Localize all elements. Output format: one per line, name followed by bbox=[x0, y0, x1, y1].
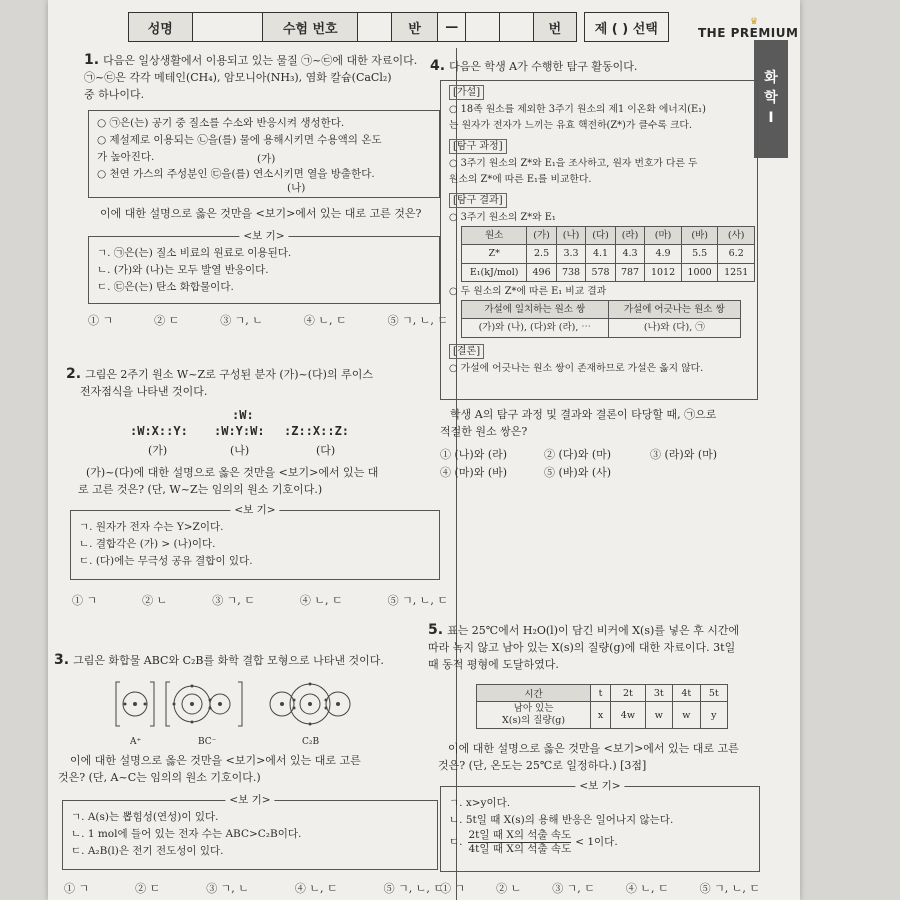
bogi-item: ㄷ. ㉢은(는) 탄소 화합물이다. bbox=[97, 281, 234, 293]
stem-line: 그림은 화합물 ABC와 C₂B를 화학 결합 모형으로 나타낸 것이다. bbox=[73, 654, 384, 667]
compare-table bbox=[461, 300, 741, 338]
question-3-stem bbox=[54, 652, 450, 669]
choice-1[interactable]: ① ㄱ bbox=[64, 882, 90, 895]
question-number: 3. bbox=[54, 652, 70, 668]
reaction-label-na: (나) bbox=[287, 182, 306, 194]
choice-3[interactable]: ③ ㄱ, ㄷ bbox=[212, 594, 255, 607]
reaction-label-ga: (가) bbox=[257, 153, 276, 165]
table-cell: (가)와 (나), (다)와 (라), ⋯ bbox=[462, 319, 609, 338]
result-subtitle: ○ 3주기 원소의 Z*와 E₁ bbox=[449, 212, 556, 223]
table-cell: 2.5 bbox=[527, 245, 556, 264]
question-5-stem bbox=[428, 622, 768, 673]
table-cell: 4.9 bbox=[645, 245, 682, 264]
hypothesis-label: [가설] bbox=[449, 85, 484, 100]
bogi-item: ㄱ. ㉠은(는) 질소 비료의 원료로 이용된다. bbox=[97, 247, 292, 259]
stem-line: 중 하나이다. bbox=[84, 88, 145, 101]
bogi-item: ㄴ. 결합각은 (가) > (나)이다. bbox=[79, 538, 216, 550]
table-cell: y bbox=[700, 702, 727, 729]
table-row bbox=[477, 702, 728, 729]
table-header: 5t bbox=[700, 685, 727, 702]
choice-4[interactable]: ④ (마)와 (바) bbox=[440, 466, 508, 479]
bogi-item-fraction bbox=[449, 829, 751, 856]
question-number: 4. bbox=[430, 58, 446, 74]
table-header: 2t bbox=[611, 685, 645, 702]
table-header: (다) bbox=[586, 226, 615, 245]
table-header: (나) bbox=[556, 226, 585, 245]
prompt-line: 학생 A의 탐구 과정 및 결과와 결론이 타당할 때, ㉠으로 bbox=[450, 408, 717, 421]
model-label-a: A⁺ bbox=[130, 737, 142, 747]
mass-table bbox=[476, 684, 728, 729]
subject-tab-char: 학 bbox=[764, 90, 778, 106]
prompt-line: 것은? (단, 온도는 25℃로 일정하다.) [3점] bbox=[438, 759, 647, 772]
question-number: 1. bbox=[84, 52, 100, 68]
question-5-prompt bbox=[438, 740, 768, 774]
prompt-line: 이에 대한 설명으로 옳은 것만을 <보기>에서 있는 대로 고른 bbox=[448, 742, 739, 755]
table-cell: w bbox=[673, 702, 700, 729]
table-cell: 1012 bbox=[645, 263, 682, 282]
choice-2[interactable]: ② (다)와 (마) bbox=[544, 448, 612, 461]
question-5-choices bbox=[440, 880, 760, 896]
procedure-label: [탐구 과정] bbox=[449, 139, 507, 154]
choice-2[interactable]: ② ㄴ bbox=[496, 882, 522, 895]
model-label-bc: BC⁻ bbox=[198, 737, 217, 747]
table-row bbox=[462, 300, 741, 319]
table-cell: w bbox=[645, 702, 672, 729]
row-label-line: X(s)의 질량(g) bbox=[501, 715, 566, 726]
question-number: 2. bbox=[66, 366, 82, 382]
stem-line: 그림은 2주기 원소 W~Z로 구성된 분자 (가)~(다)의 루이스 bbox=[85, 368, 373, 381]
molecule-ga: :W:X::Y: bbox=[130, 424, 188, 438]
table-row bbox=[462, 245, 755, 264]
question-1-choices bbox=[88, 312, 448, 328]
stem-line: 전자점식을 나타낸 것이다. bbox=[80, 385, 208, 398]
table-cell: 6.2 bbox=[718, 245, 755, 264]
fraction-numerator: 2t일 때 X의 석출 속도 bbox=[468, 829, 572, 841]
stem-line: 다음은 일상생활에서 이용되고 있는 물질 ㉠~㉢에 대한 자료이다. bbox=[103, 54, 418, 67]
bogi-item: ㄱ. A(s)는 뽑힘성(연성)이 있다. bbox=[71, 811, 219, 823]
question-number: 5. bbox=[428, 622, 444, 638]
question-4-activity-box bbox=[440, 80, 758, 400]
number-box[interactable] bbox=[465, 12, 500, 42]
stem-line: 따라 녹지 않고 남아 있는 X(s)의 질량(g)에 대한 자료이다. 3t일 bbox=[428, 641, 736, 654]
bogi-suffix: < 1이다. bbox=[575, 836, 618, 848]
bond-model-svg bbox=[114, 676, 414, 740]
table-cell: 4w bbox=[611, 702, 645, 729]
choice-4[interactable]: ④ ㄴ, ㄷ bbox=[303, 314, 347, 327]
question-1-data-box bbox=[88, 110, 440, 198]
stem-line: ㉠~㉢은 각각 메테인(CH₄), 암모니아(NH₃), 염화 칼슘(CaCl₂) bbox=[84, 71, 392, 84]
conclusion-label: [결론] bbox=[449, 344, 484, 359]
table-header: 가설에 일치하는 원소 쌍 bbox=[462, 300, 609, 319]
choice-3[interactable]: ③ ㄱ, ㄴ bbox=[220, 314, 263, 327]
choice-4[interactable]: ④ ㄴ, ㄷ bbox=[294, 882, 338, 895]
choice-3[interactable]: ③ (라)와 (마) bbox=[650, 448, 718, 461]
table-header: (라) bbox=[615, 226, 644, 245]
fraction bbox=[468, 829, 571, 856]
bogi-title: <보 기> bbox=[239, 228, 288, 245]
table-row bbox=[462, 263, 755, 282]
choice-1[interactable]: ① ㄱ bbox=[72, 594, 98, 607]
table-cell: x bbox=[591, 702, 611, 729]
bogi-item: ㄱ. 원자가 전자 수는 Y>Z이다. bbox=[79, 521, 224, 533]
question-3-choices bbox=[64, 880, 444, 896]
table-header: 시간 bbox=[477, 685, 591, 702]
answer-header bbox=[128, 12, 668, 42]
table-header: 3t bbox=[645, 685, 672, 702]
table-cell: Z* bbox=[462, 245, 527, 264]
prompt-line: 로 고른 것은? (단, W~Z는 임의의 원소 기호이다.) bbox=[78, 483, 323, 496]
table-header: (가) bbox=[527, 226, 556, 245]
subject-tab bbox=[754, 40, 788, 158]
data-line: 가 높아진다. bbox=[97, 151, 155, 163]
choice-3[interactable]: ③ ㄱ, ㄴ bbox=[206, 882, 249, 895]
bogi-item: ㄴ. 1 mol에 들어 있는 전자 수는 ABC>C₂B이다. bbox=[71, 828, 302, 840]
bogi-item: ㄷ. (다)에는 무극성 공유 결합이 있다. bbox=[79, 555, 253, 567]
choice-5[interactable]: ⑤ ㄱ, ㄴ, ㄷ bbox=[699, 882, 760, 895]
table-cell: E₁(kJ/mol) bbox=[462, 263, 527, 282]
choice-4[interactable]: ④ ㄴ, ㄷ bbox=[625, 882, 669, 895]
table-cell: 738 bbox=[556, 263, 585, 282]
choice-2[interactable]: ② ㄴ bbox=[142, 594, 168, 607]
table-cell: 1251 bbox=[718, 263, 755, 282]
choice-1[interactable]: ① ㄱ bbox=[440, 882, 466, 895]
question-2-bogi bbox=[70, 504, 440, 580]
table-header: t bbox=[591, 685, 611, 702]
subject-tab-char: Ⅰ bbox=[768, 110, 774, 126]
subject-tab-char: 화 bbox=[764, 70, 778, 86]
brand-logo bbox=[698, 17, 799, 40]
brand-text: THE PREMIUM bbox=[698, 26, 799, 40]
choice-5[interactable]: ⑤ (바)와 (사) bbox=[544, 466, 612, 479]
question-2-prompt bbox=[78, 464, 448, 498]
prompt-line: 것은? (단, A~C는 임의의 원소 기호이다.) bbox=[58, 771, 261, 784]
prompt-line: 적절한 원소 쌍은? bbox=[440, 425, 528, 438]
crown-icon: ♛ bbox=[750, 17, 759, 27]
table-cell: 4.3 bbox=[615, 245, 644, 264]
question-2-choices bbox=[72, 592, 448, 608]
bogi-item: ㄴ. (가)와 (나)는 모두 발열 반응이다. bbox=[97, 264, 269, 276]
choice-5[interactable]: ⑤ ㄱ, ㄴ, ㄷ bbox=[387, 314, 448, 327]
model-bc-minus bbox=[166, 682, 242, 726]
molecule-na-label: (나) bbox=[230, 444, 250, 457]
table-row bbox=[462, 226, 755, 245]
table-header: (마) bbox=[645, 226, 682, 245]
model-c2b bbox=[270, 683, 350, 726]
prompt-line: 이에 대한 설명으로 옳은 것만을 <보기>에서 있는 대로 고른 bbox=[70, 754, 361, 767]
class-label: 반 bbox=[391, 12, 438, 42]
choice-4[interactable]: ④ ㄴ, ㄷ bbox=[299, 594, 343, 607]
choice-2[interactable]: ② ㄷ bbox=[135, 882, 161, 895]
bogi-item: ㄴ. 5t일 때 X(s)의 용해 반응은 일어나지 않는다. bbox=[449, 814, 674, 826]
question-4-prompt bbox=[440, 406, 758, 440]
bogi-item: ㄱ. x>y이다. bbox=[449, 797, 511, 809]
bogi-prefix: ㄷ. bbox=[449, 836, 463, 848]
table-cell: 496 bbox=[527, 263, 556, 282]
table-cell: (나)와 (다), ㉠ bbox=[608, 319, 740, 338]
conclusion-line: ○ 가설에 어긋나는 원소 쌍이 존재하므로 가설은 옳지 않다. bbox=[449, 362, 704, 374]
table-cell: 1000 bbox=[681, 263, 718, 282]
bogi-title: <보 기> bbox=[230, 502, 279, 519]
data-line: ○ ㉠은(는) 공기 중 질소를 수소와 반응시켜 생성한다. bbox=[97, 117, 345, 129]
table-cell: 4.1 bbox=[586, 245, 615, 264]
compare-subtitle: ○ 두 원소의 Z*에 따른 E₁ 비교 결과 bbox=[449, 286, 607, 297]
question-4-stem bbox=[430, 58, 730, 75]
model-a-plus bbox=[116, 682, 154, 726]
hypothesis-line: ○ 18족 원소를 제외한 3주기 원소의 제1 이온화 에너지(E₁) bbox=[449, 104, 706, 115]
choice-5[interactable]: ⑤ ㄱ, ㄴ, ㄷ bbox=[383, 882, 444, 895]
choice-3[interactable]: ③ ㄱ, ㄷ bbox=[552, 882, 595, 895]
bogi-item: ㄷ. A₂B(l)은 전기 전도성이 있다. bbox=[71, 845, 224, 857]
prompt-line: (가)~(다)에 대한 설명으로 옳은 것만을 <보기>에서 있는 대 bbox=[86, 466, 379, 479]
table-cell: 3.3 bbox=[556, 245, 585, 264]
name-field[interactable] bbox=[192, 12, 264, 42]
row-label bbox=[477, 702, 591, 729]
exam-number-box[interactable] bbox=[357, 12, 392, 42]
table-header: 가설에 어긋나는 원소 쌍 bbox=[608, 300, 740, 319]
question-3-bogi bbox=[62, 794, 438, 870]
table-header: (사) bbox=[718, 226, 755, 245]
choice-5[interactable]: ⑤ ㄱ, ㄴ, ㄷ bbox=[387, 594, 448, 607]
number-label: 번 bbox=[533, 12, 576, 42]
number-box-2[interactable] bbox=[499, 12, 534, 42]
hypothesis-line: 는 원자가 전자가 느끼는 유효 핵전하(Z*)가 클수록 크다. bbox=[449, 119, 693, 131]
bogi-title: <보 기> bbox=[575, 778, 624, 795]
choice-1[interactable]: ① ㄱ bbox=[88, 314, 114, 327]
question-3-prompt bbox=[58, 752, 448, 786]
stem-line: 때 동적 평형에 도달하였다. bbox=[428, 658, 559, 671]
model-label-c2b: C₂B bbox=[302, 737, 320, 747]
question-2-stem bbox=[66, 366, 446, 400]
fraction-denominator: 4t일 때 X의 석출 속도 bbox=[468, 843, 572, 855]
table-header: (바) bbox=[681, 226, 718, 245]
question-1-bogi bbox=[88, 230, 440, 304]
row-label-line: 남아 있는 bbox=[513, 703, 554, 714]
selection-label[interactable]: 제 ( ) 선택 bbox=[584, 12, 669, 42]
procedure-line: 원소의 Z*에 따른 E₁를 비교한다. bbox=[449, 173, 592, 185]
table-row bbox=[462, 319, 741, 338]
question-1-stem bbox=[84, 52, 446, 103]
table-row bbox=[477, 685, 728, 702]
procedure-line: ○ 3주기 원소의 Z*와 E₁을 조사하고, 원자 번호가 다른 두 bbox=[449, 158, 698, 169]
stem-line: 표는 25℃에서 H₂O(l)이 담긴 비커에 X(s)를 넣은 후 시간에 bbox=[447, 624, 740, 637]
question-5-bogi bbox=[440, 780, 760, 872]
result-label: [탐구 결과] bbox=[449, 193, 507, 208]
molecule-da: :Z::X::Z: bbox=[284, 424, 350, 438]
exam-page bbox=[48, 0, 800, 900]
table-header: 원소 bbox=[462, 226, 527, 245]
molecule-na-top: :W: bbox=[232, 408, 254, 422]
table-cell: 5.5 bbox=[681, 245, 718, 264]
data-line: ○ 제설제로 이용되는 ㉡을(를) 물에 용해시키면 수용액의 온도 bbox=[97, 134, 382, 146]
table-header: 4t bbox=[673, 685, 700, 702]
name-label: 성명 bbox=[128, 12, 193, 42]
question-1-prompt: 이에 대한 설명으로 옳은 것만을 <보기>에서 있는 대로 고른 것은? bbox=[100, 207, 422, 220]
dash-separator: — bbox=[437, 12, 466, 42]
molecule-na: :W:Y:W: bbox=[214, 424, 265, 438]
table-cell: 578 bbox=[586, 263, 615, 282]
molecule-ga-label: (가) bbox=[148, 444, 168, 457]
table-cell: 787 bbox=[615, 263, 644, 282]
choice-2[interactable]: ② ㄷ bbox=[154, 314, 180, 327]
exam-number-label: 수험 번호 bbox=[262, 12, 358, 42]
choice-1[interactable]: ① (나)와 (라) bbox=[440, 448, 508, 461]
bogi-title: <보 기> bbox=[225, 792, 274, 809]
data-line: ○ 천연 가스의 주성분인 ㉢을(를) 연소시키면 열을 방출한다. bbox=[97, 168, 375, 180]
element-table bbox=[461, 226, 755, 283]
molecule-da-label: (다) bbox=[316, 444, 336, 457]
stem-line: 다음은 학생 A가 수행한 탐구 활동이다. bbox=[449, 60, 638, 73]
